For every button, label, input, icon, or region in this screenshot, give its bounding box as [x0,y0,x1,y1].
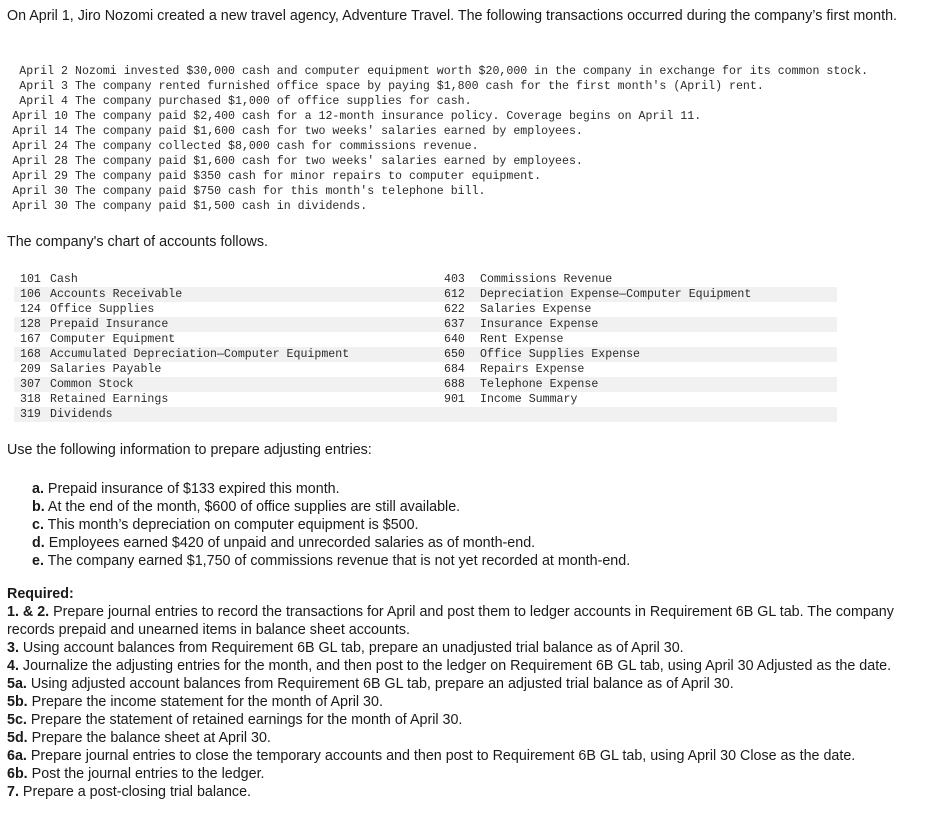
transaction-date: April 2 [19,65,68,78]
account-number: 209 [20,363,41,376]
transaction-date: April 30 [12,200,68,213]
transaction-date: April 29 [12,170,68,183]
requirement-item [7,711,942,729]
requirement-text: Prepare the statement of retained earnings for the month of April 30. [30,712,463,728]
account-number: 901 [444,393,465,406]
transaction-text: The company paid $350 cash for minor repairs to computer equipment. [75,170,542,183]
requirement-label: 3. [7,640,19,656]
requirement-text: Prepare the income statement for the month of April 30. [31,694,383,710]
transaction-row [7,154,868,169]
requirement-item [7,675,942,693]
requirement-label: 5b. [7,694,28,710]
requirement-label: 6a. [7,748,27,764]
transaction-row [7,109,868,124]
account-row [14,392,837,407]
account-name: Salaries Expense [480,303,592,316]
transaction-text: The company paid $1,600 cash for two weeks' salaries earned by employees. [75,155,583,168]
adjust-intro: Use the following information to prepare adjusting entries: [7,442,372,458]
account-name: Computer Equipment [50,333,176,346]
requirement-label: 4. [7,658,19,674]
requirement-item [7,693,942,711]
transaction-text: The company paid $1,500 cash in dividends. [75,200,368,213]
account-name: Retained Earnings [50,393,169,406]
requirement-item [7,639,942,657]
transactions-table [7,64,868,214]
account-number: 124 [20,303,41,316]
requirement-text: Using adjusted account balances from Requirement 6B GL tab, prepare an adjusted trial balance as of April 30. [30,676,734,692]
account-name: Telephone Expense [480,378,599,391]
transaction-text: The company paid $2,400 cash for a 12-month insurance policy. Coverage begins on April 11. [75,110,702,123]
adjustment-item [32,534,630,552]
transaction-text: The company purchased $1,000 of office supplies for cash. [75,95,472,108]
requirement-label: 5d. [7,730,28,746]
transaction-text: The company paid $750 cash for this month's telephone bill. [75,185,486,198]
adjustment-item [32,516,630,534]
adjustment-text: This month’s depreciation on computer equipment is $500. [47,517,419,533]
account-number: 168 [20,348,41,361]
adjustment-text: Prepaid insurance of $133 expired this month. [47,481,340,497]
transaction-text: The company collected $8,000 cash for commissions revenue. [75,140,479,153]
transaction-row [7,184,868,199]
required-title: Required: [7,586,74,602]
adjustment-label: e. [32,553,44,569]
transaction-row [7,64,868,79]
account-name: Accounts Receivable [50,288,183,301]
requirements-section [7,585,942,801]
account-name: Rent Expense [480,333,564,346]
requirement-text: Prepare journal entries to close the temporary accounts and then post to Requirement 6B GL tab, using April 30 Close as the date. [30,748,856,764]
requirement-label: 1. & 2. [7,604,50,620]
account-number: 106 [20,288,41,301]
transaction-row [7,124,868,139]
requirement-text: Post the journal entries to the ledger. [31,766,265,782]
account-name: Income Summary [480,393,578,406]
requirement-text: Using account balances from Requirement 6B GL tab, prepare an unadjusted trial balance as of April 30. [22,640,684,656]
adjustment-item [32,498,630,516]
account-name: Depreciation Expense—Computer Equipment [480,288,752,301]
account-number: 640 [444,333,465,346]
requirements-list [7,603,942,801]
requirement-item [7,603,942,639]
account-name: Accumulated Depreciation—Computer Equipment [50,348,350,361]
account-name: Common Stock [50,378,134,391]
account-number: 688 [444,378,465,391]
adjustment-item [32,552,630,570]
account-row [14,272,837,287]
adjustment-item [32,480,630,498]
requirement-item [7,765,942,783]
transaction-text: Nozomi invested $30,000 cash and computer equipment worth $20,000 in the company in exchange for its common stock. [75,65,869,78]
chart-of-accounts [14,272,837,422]
coa-intro: The company's chart of accounts follows. [7,234,268,250]
account-row [14,302,837,317]
transaction-row [7,169,868,184]
account-name: Salaries Payable [50,363,162,376]
requirement-text: Prepare journal entries to record the transactions for April and post them to ledger accounts in Requirement 6B GL tab. The company records prepaid and unearned items in balance sheet accounts. [7,604,894,638]
adjustments-list [32,480,630,570]
adjustment-label: b. [32,499,45,515]
adjustment-text: At the end of the month, $600 of office supplies are still available. [47,499,461,515]
account-number: 307 [20,378,41,391]
transaction-date: April 14 [12,125,68,138]
account-name: Dividends [50,408,113,421]
requirement-text: Prepare a post-closing trial balance. [22,784,252,800]
adjustment-text: The company earned $1,750 of commissions revenue that is not yet recorded at month-end. [47,553,631,569]
requirement-label: 6b. [7,766,28,782]
intro-paragraph: On April 1, Jiro Nozomi created a new travel agency, Adventure Travel. The following transactions occurred during the company’s first month. [7,8,898,24]
transaction-date: April 28 [12,155,68,168]
account-name: Commissions Revenue [480,273,613,286]
account-number: 318 [20,393,41,406]
account-row [14,347,837,362]
account-name: Office Supplies [50,303,155,316]
account-row [14,317,837,332]
account-number: 637 [444,318,465,331]
requirement-text: Journalize the adjusting entries for the month, and then post to the ledger on Requirement 6B GL tab, using April 30 Adjusted as the date. [22,658,892,674]
account-number: 650 [444,348,465,361]
transaction-row [7,199,868,214]
account-number: 612 [444,288,465,301]
requirement-text: Prepare the balance sheet at April 30. [31,730,271,746]
account-name: Cash [50,273,78,286]
account-name: Prepaid Insurance [50,318,169,331]
requirement-label: 5a. [7,676,27,692]
account-row [14,407,837,422]
account-name: Insurance Expense [480,318,599,331]
account-number: 622 [444,303,465,316]
account-number: 101 [20,273,41,286]
requirement-label: 5c. [7,712,27,728]
account-row [14,377,837,392]
requirement-item [7,747,942,765]
requirement-item [7,729,942,747]
account-number: 403 [444,273,465,286]
adjustment-label: a. [32,481,44,497]
adjustment-text: Employees earned $420 of unpaid and unrecorded salaries as of month-end. [48,535,536,551]
requirement-label: 7. [7,784,19,800]
account-name: Office Supplies Expense [480,348,641,361]
transaction-date: April 3 [19,80,68,93]
transaction-date: April 4 [19,95,68,108]
transaction-text: The company rented furnished office space by paying $1,800 cash for the first month's (April) rent. [75,80,764,93]
requirement-item [7,783,942,801]
account-row [14,332,837,347]
account-number: 319 [20,408,41,421]
account-row [14,362,837,377]
account-name: Repairs Expense [480,363,585,376]
account-number: 684 [444,363,465,376]
account-number: 128 [20,318,41,331]
transaction-text: The company paid $1,600 cash for two weeks' salaries earned by employees. [75,125,583,138]
transaction-date: April 10 [12,110,68,123]
adjustment-label: d. [32,535,45,551]
transaction-date: April 30 [12,185,68,198]
transaction-row [7,94,868,109]
requirement-item [7,657,942,675]
account-row [14,287,837,302]
transaction-date: April 24 [12,140,68,153]
account-number: 167 [20,333,41,346]
transaction-row [7,79,868,94]
adjustment-label: c. [32,517,44,533]
transaction-row [7,139,868,154]
